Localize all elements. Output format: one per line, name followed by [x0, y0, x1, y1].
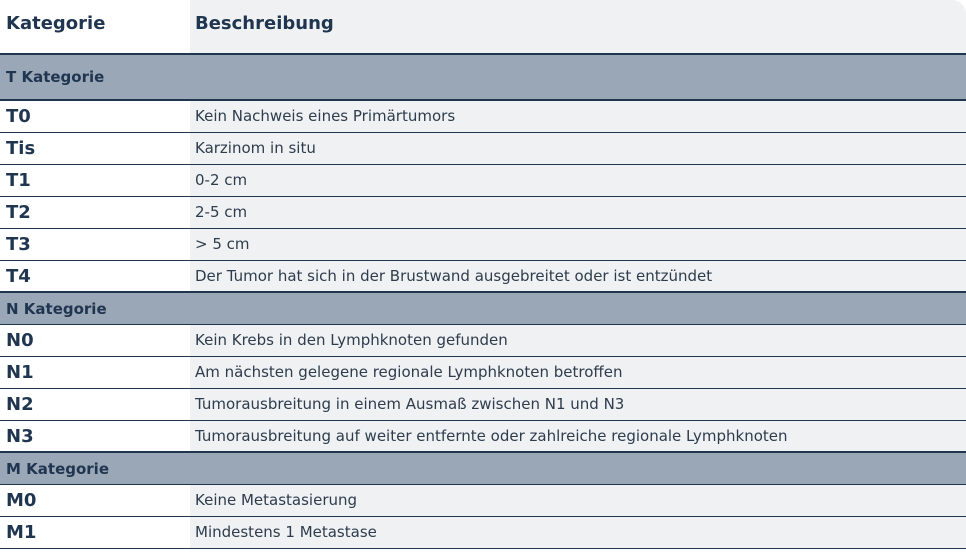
- row-description: Am nächsten gelegene regionale Lymphknoten betroffen: [190, 357, 966, 388]
- row-description: Mindestens 1 Metastase: [190, 517, 966, 548]
- table-row: [0, 261, 966, 293]
- table-row: [0, 197, 966, 229]
- table-row: [0, 229, 966, 261]
- group-header-t: T Kategorie: [0, 55, 966, 101]
- header-beschreibung: Beschreibung: [190, 0, 966, 53]
- row-code: T4: [0, 261, 190, 291]
- row-code: T2: [0, 197, 190, 228]
- table-header: [0, 0, 966, 55]
- group-header-n: N Kategorie: [0, 293, 966, 325]
- row-description: Karzinom in situ: [190, 133, 966, 164]
- row-code: M0: [0, 485, 190, 516]
- table-row: [0, 389, 966, 421]
- row-code: T0: [0, 101, 190, 132]
- row-code: N2: [0, 389, 190, 420]
- table-row: [0, 517, 966, 549]
- header-kategorie: Kategorie: [0, 0, 190, 53]
- group-header-m: M Kategorie: [0, 453, 966, 485]
- row-description: > 5 cm: [190, 229, 966, 260]
- row-description: 0-2 cm: [190, 165, 966, 196]
- row-description: Kein Krebs in den Lymphknoten gefunden: [190, 325, 966, 356]
- table-row: [0, 325, 966, 357]
- table-row: [0, 133, 966, 165]
- row-description: Tumorausbreitung auf weiter entfernte oder zahlreiche regionale Lymphknoten: [190, 421, 966, 451]
- row-description: Kein Nachweis eines Primärtumors: [190, 101, 966, 132]
- table-row: [0, 357, 966, 389]
- row-code: T1: [0, 165, 190, 196]
- row-code: N3: [0, 421, 190, 451]
- row-code: N0: [0, 325, 190, 356]
- row-description: Tumorausbreitung in einem Ausmaß zwischen N1 und N3: [190, 389, 966, 420]
- row-code: N1: [0, 357, 190, 388]
- table-row: [0, 101, 966, 133]
- table-row: [0, 165, 966, 197]
- row-code: T3: [0, 229, 190, 260]
- row-code: Tis: [0, 133, 190, 164]
- row-description: 2-5 cm: [190, 197, 966, 228]
- row-code: M1: [0, 517, 190, 548]
- row-description: Keine Metastasierung: [190, 485, 966, 516]
- table-row: [0, 421, 966, 453]
- row-description: Der Tumor hat sich in der Brustwand ausgebreitet oder ist entzündet: [190, 261, 966, 291]
- table-row: [0, 485, 966, 517]
